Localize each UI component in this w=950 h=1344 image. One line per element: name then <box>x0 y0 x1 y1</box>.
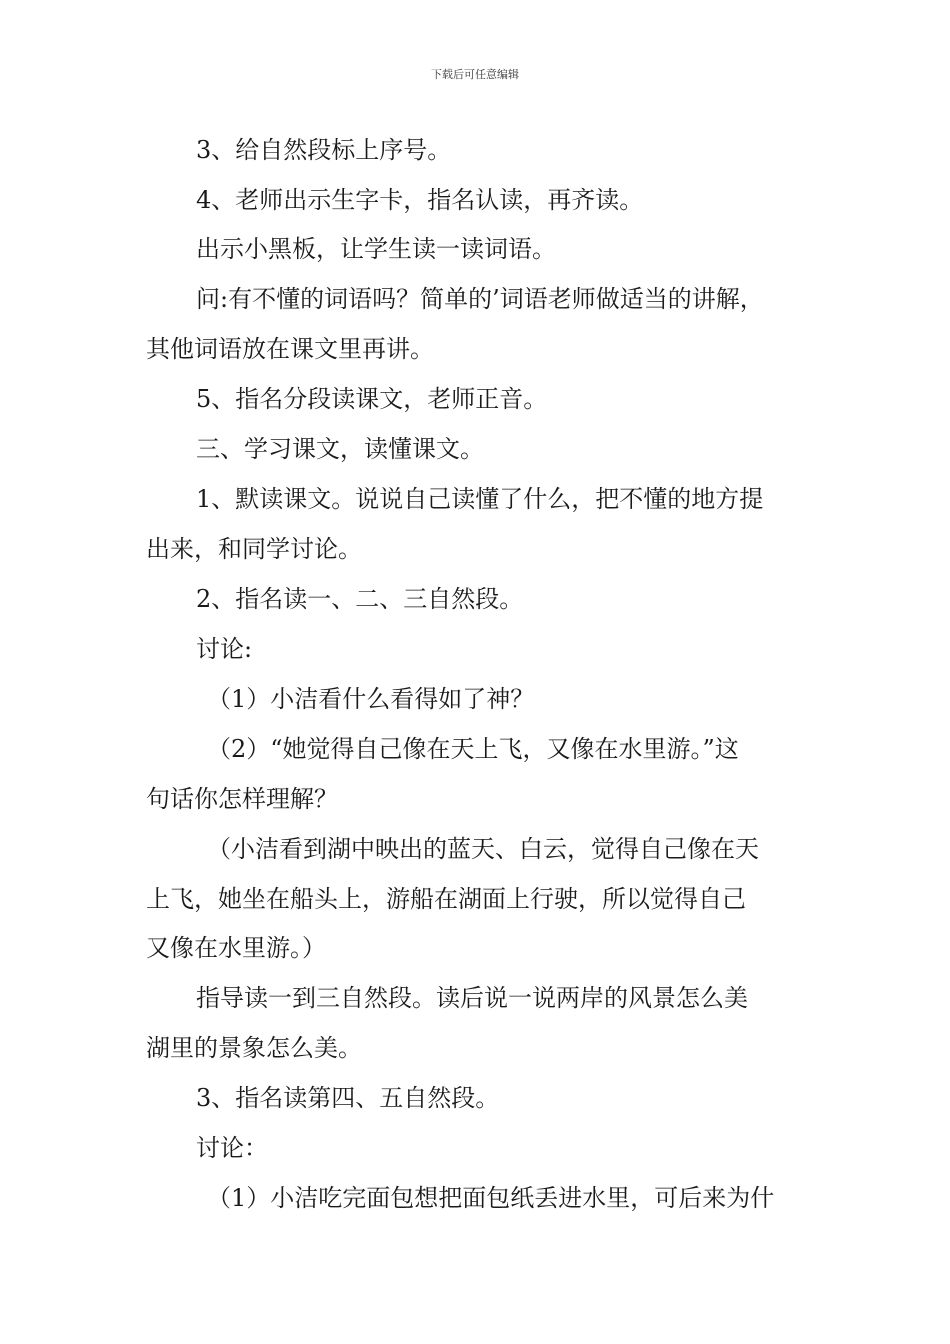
paragraph-line: 讨论: <box>196 635 253 663</box>
paragraph-line: 4、老师出示生字卡，指名认读，再齐读。 <box>196 186 644 214</box>
paragraph-line: 1、默读课文。说说自己读懂了什么，把不懂的地方提 <box>196 485 764 513</box>
question-line: （2）“她觉得自己像在天上飞，又像在水里游。”这 <box>207 735 739 763</box>
paragraph-line: 讨论： <box>196 1134 268 1162</box>
paragraph-line: 句话你怎样理解？ <box>146 785 338 813</box>
page-header: 下载后可任意编辑 <box>431 68 519 81</box>
paragraph-line: 3、指名读第四、五自然段。 <box>196 1084 500 1112</box>
paragraph-line: 3、给自然段标上序号。 <box>196 136 452 164</box>
paragraph-line: 出来，和同学讨论。 <box>146 535 362 563</box>
paragraph-line: 指导读一到三自然段。读后说一说两岸的风景怎么美 <box>196 984 748 1012</box>
question-line: （1）小洁吃完面包想把面包纸丢进水里，可后来为什 <box>207 1184 775 1212</box>
section-heading: 三、学习课文，读懂课文。 <box>196 435 484 463</box>
paragraph-line: 5、指名分段读课文，老师正音。 <box>196 385 548 413</box>
paragraph-line: 湖里的景象怎么美。 <box>146 1034 362 1062</box>
paragraph-line: 问:有不懂的词语吗？简单的’词语老师做适当的讲解， <box>196 285 764 313</box>
paragraph-line: 2、指名读一、二、三自然段。 <box>196 585 524 613</box>
paragraph-line: 其他词语放在课文里再讲。 <box>146 335 434 363</box>
paragraph-line: 上飞，她坐在船头上，游船在湖面上行驶，所以觉得自己 <box>146 885 746 913</box>
paragraph-line: 又像在水里游。） <box>146 934 326 962</box>
paragraph-line: 出示小黑板，让学生读一读词语。 <box>196 235 556 263</box>
question-line: （1）小洁看什么看得如了神？ <box>207 685 535 713</box>
answer-line: （小洁看到湖中映出的蓝天、白云，觉得自己像在天 <box>207 835 759 863</box>
